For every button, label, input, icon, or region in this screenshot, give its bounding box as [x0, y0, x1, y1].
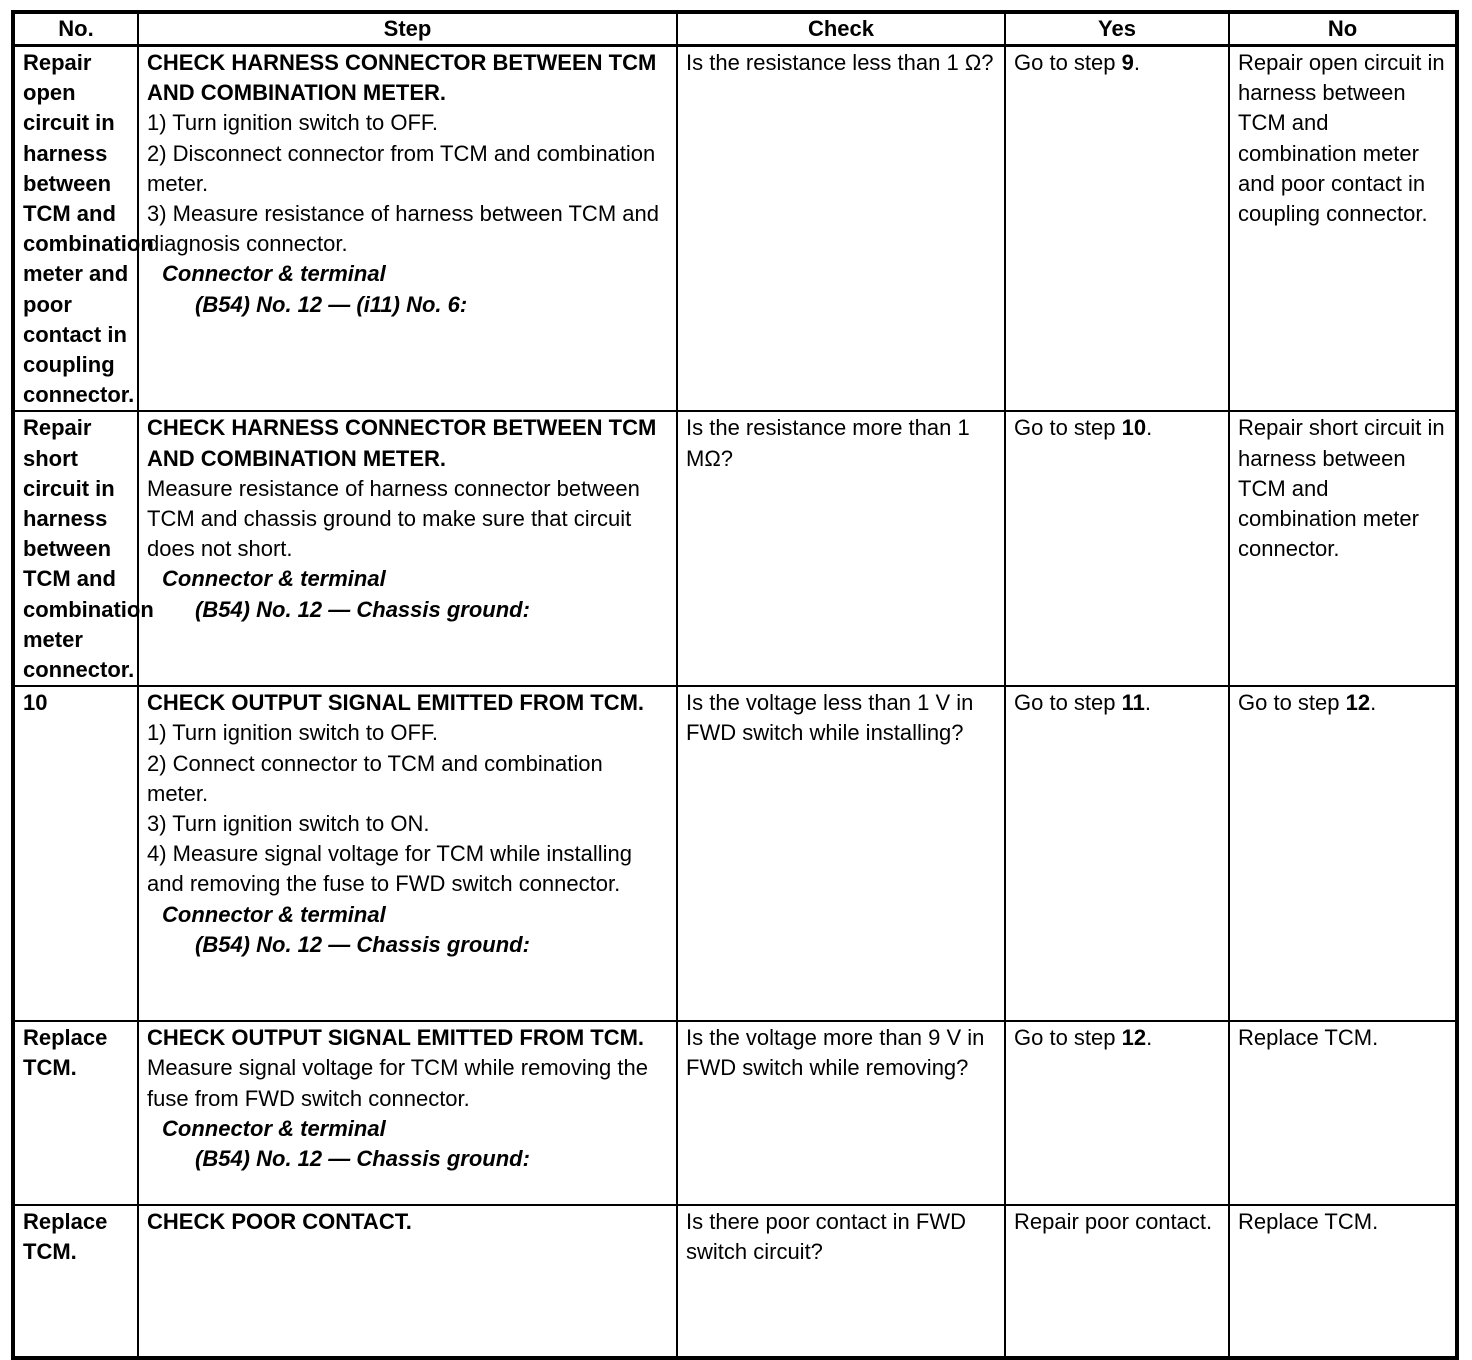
step-title: CHECK HARNESS CONNECTOR BETWEEN TCM AND COMBINATION METER. [147, 50, 657, 106]
table-row [13, 46, 1457, 412]
step-instruction: Measure signal voltage for TCM while removing the fuse from FWD switch connector. [147, 1055, 648, 1111]
step-cell [138, 411, 677, 686]
connector-detail: (B54) No. 12 — Chassis ground: [195, 596, 530, 622]
yes-step-number: 11 [1121, 690, 1145, 716]
check-cell: Is the voltage more than 9 V in FWD switch while removing? [677, 1021, 1005, 1205]
column-header-step: Step [138, 12, 677, 46]
yes-prefix: Go to step [1014, 690, 1122, 716]
yes-suffix: . [1144, 690, 1152, 716]
step-instruction: 4) Measure signal voltage for TCM while installing and removing the fuse to FWD switch connector. [147, 841, 633, 897]
yes-cell [1005, 1021, 1229, 1205]
check-cell: Is there poor contact in FWD switch circuit? [677, 1205, 1005, 1358]
step-number: Repair open circuit in harness between TCM and combination meter and poor contact in coupling connector. [13, 46, 138, 412]
yes-step-number: 12 [1121, 1025, 1147, 1051]
table-row [13, 1205, 1457, 1358]
step-instruction: 2) Connect connector to TCM and combination meter. [147, 750, 603, 806]
check-cell: Is the resistance less than 1 Ω? [677, 46, 1005, 412]
yes-step-number: 10 [1121, 415, 1147, 441]
no-prefix: Go to step [1238, 690, 1346, 716]
check-cell: Is the voltage less than 1 V in FWD switch while installing? [677, 686, 1005, 1021]
step-number: Replace TCM. [13, 1021, 138, 1205]
diagnostic-procedure-table [11, 10, 1459, 1360]
yes-cell: Repair poor contact. [1005, 1205, 1229, 1358]
column-header-no-result: No [1229, 12, 1457, 46]
connector-label: Connector & terminal [162, 901, 386, 927]
no-cell: Repair open circuit in harness between TCM and combination meter and poor contact in coupling connector. [1229, 46, 1457, 412]
step-number: Replace TCM. [13, 1205, 138, 1358]
no-suffix: . [1370, 690, 1377, 716]
column-header-yes: Yes [1005, 12, 1229, 46]
step-instruction: 3) Turn ignition switch to ON. [147, 811, 430, 837]
step-instruction: 2) Disconnect connector from TCM and combination meter. [147, 140, 656, 196]
no-cell: Repair short circuit in harness between TCM and combination meter connector. [1229, 411, 1457, 686]
yes-prefix: Go to step [1014, 415, 1122, 441]
connector-label: Connector & terminal [162, 566, 386, 592]
step-cell [138, 1021, 677, 1205]
connector-label: Connector & terminal [162, 1115, 386, 1141]
no-step-number: 12 [1345, 690, 1371, 716]
yes-step-number: 9 [1121, 50, 1134, 75]
table-header-row [13, 12, 1457, 46]
step-cell [138, 686, 677, 1021]
table-row [13, 686, 1457, 1021]
column-header-check: Check [677, 12, 1005, 46]
yes-prefix: Go to step [1014, 50, 1122, 75]
table-row [13, 1021, 1457, 1205]
yes-suffix: . [1133, 50, 1140, 75]
column-header-no: No. [13, 12, 138, 46]
no-cell: Replace TCM. [1229, 1021, 1457, 1205]
connector-detail: (B54) No. 12 — Chassis ground: [195, 931, 530, 957]
yes-suffix: . [1146, 415, 1153, 441]
no-cell [1229, 686, 1457, 1021]
step-title: CHECK OUTPUT SIGNAL EMITTED FROM TCM. [147, 690, 645, 716]
step-instruction: Measure resistance of harness connector between TCM and chassis ground to make sure that circuit does not short. [147, 475, 640, 562]
yes-suffix: . [1146, 1025, 1153, 1051]
step-cell [138, 46, 677, 412]
step-title: CHECK HARNESS CONNECTOR BETWEEN TCM AND COMBINATION METER. [147, 415, 657, 471]
step-instruction: 1) Turn ignition switch to OFF. [147, 720, 438, 746]
step-number: Repair short circuit in harness between TCM and combination meter connector. [13, 411, 138, 686]
table-row [13, 411, 1457, 686]
step-instruction: 1) Turn ignition switch to OFF. [147, 110, 438, 136]
yes-cell [1005, 411, 1229, 686]
connector-detail: (B54) No. 12 — Chassis ground: [195, 1146, 530, 1172]
step-instruction: 3) Measure resistance of harness between TCM and diagnosis connector. [147, 201, 659, 257]
connector-detail: (B54) No. 12 — (i11) No. 6: [195, 291, 468, 317]
yes-cell [1005, 46, 1229, 412]
connector-label: Connector & terminal [162, 261, 386, 287]
step-title: CHECK OUTPUT SIGNAL EMITTED FROM TCM. [147, 1025, 645, 1051]
step-title: CHECK POOR CONTACT. [147, 1209, 412, 1235]
yes-cell [1005, 686, 1229, 1021]
yes-prefix: Go to step [1014, 1025, 1122, 1051]
check-cell: Is the resistance more than 1 MΩ? [677, 411, 1005, 686]
no-cell: Replace TCM. [1229, 1205, 1457, 1358]
step-number: 10 [13, 686, 138, 1021]
step-cell [138, 1205, 677, 1358]
